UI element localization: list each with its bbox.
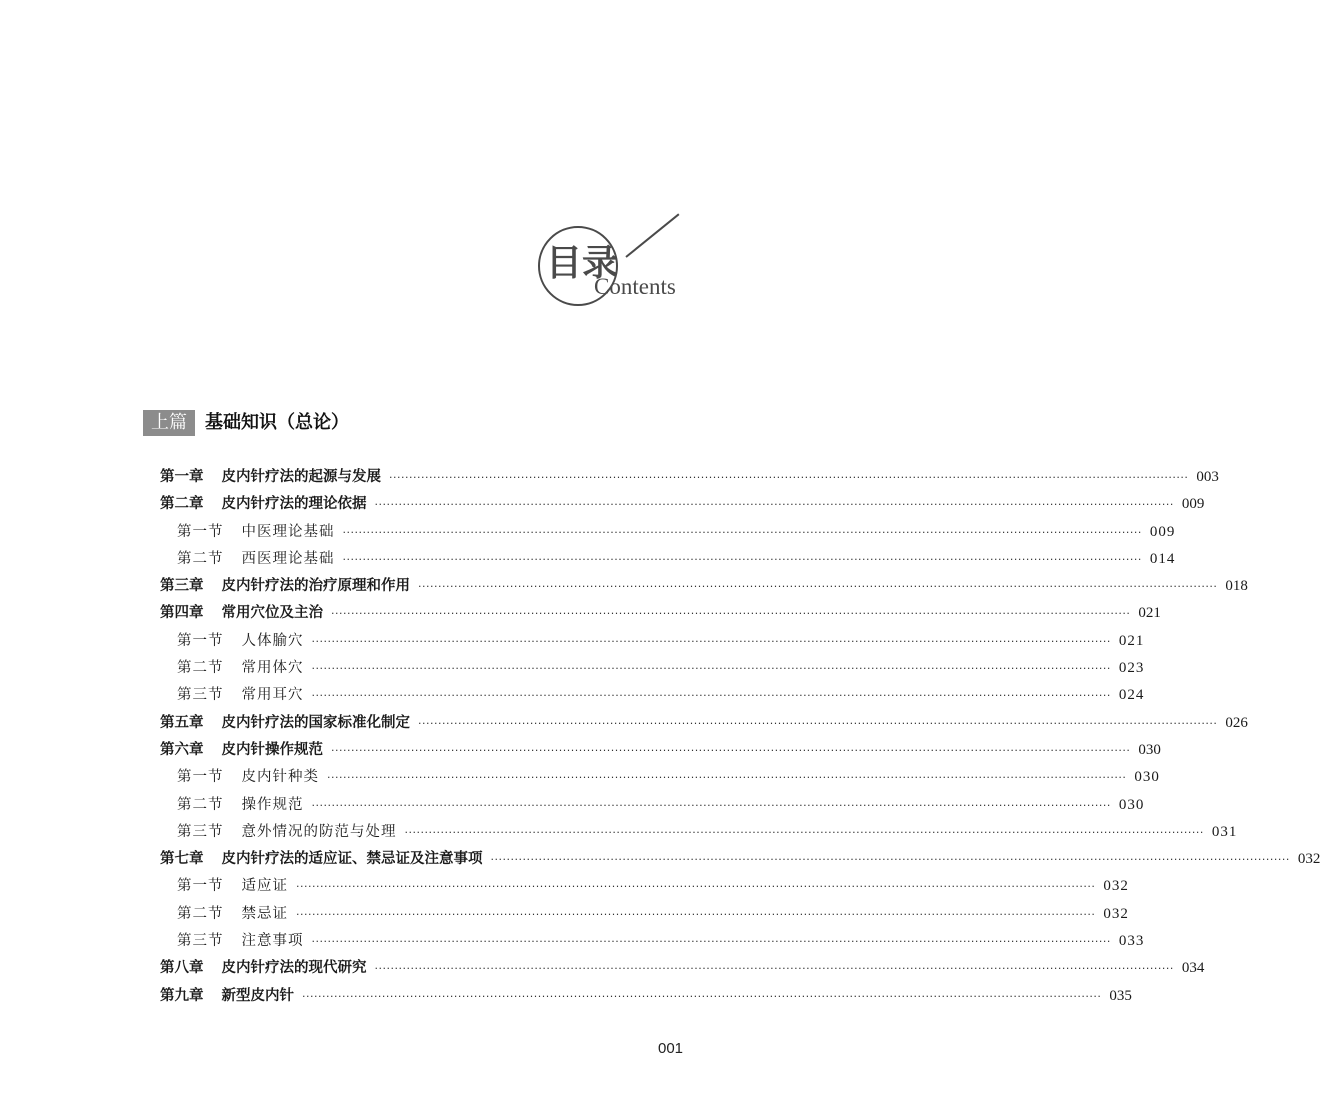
toc-entry-title: 皮内针疗法的起源与发展 (221, 469, 381, 485)
toc-entry-title: 操作规范 (241, 796, 304, 813)
toc-entry-page: 030 (1118, 796, 1145, 813)
dot-leader: ········································································································································································································ (418, 716, 1218, 730)
toc-entry-title: 皮内针疗法的现代研究 (221, 960, 367, 977)
toc-entry-title: 禁忌证 (241, 905, 288, 922)
toc-entry-number: 第一章 (160, 469, 204, 485)
toc-entry-page: 035 (1109, 987, 1132, 1004)
toc-section-entry[interactable] (160, 628, 1145, 655)
toc-chapter-entry[interactable] (160, 600, 1161, 627)
toc-entry-page: 021 (1138, 605, 1161, 622)
part-heading (143, 410, 349, 436)
toc-section-entry[interactable] (160, 655, 1145, 682)
toc-entry-title: 意外情况的防范与处理 (241, 823, 397, 840)
toc-entry-page: 026 (1225, 714, 1248, 731)
dot-leader: ········································································································································································································ (311, 634, 1111, 648)
toc-entry-number: 第六章 (160, 741, 204, 758)
toc-chapter-entry[interactable] (160, 573, 1248, 600)
dot-leader: ········································································································································································································ (296, 907, 1096, 921)
dot-leader: ········································································································································································································ (374, 498, 1174, 512)
dot-leader: ········································································································································································································ (418, 580, 1218, 594)
toc-entry-number: 第二节 (177, 660, 224, 677)
toc-entry-number: 第二章 (160, 496, 204, 513)
toc-chapter-entry[interactable] (160, 737, 1161, 764)
toc-entry-page: 034 (1181, 960, 1205, 977)
toc-entry-page: 009 (1181, 496, 1205, 513)
dot-leader: ········································································································································································································ (331, 607, 1131, 621)
part-title: 基础知识（总论） (205, 412, 349, 433)
dot-leader: ········································································································································································································ (311, 662, 1111, 676)
toc-section-entry[interactable] (160, 546, 1176, 573)
toc-entry-title: 皮内针疗法的理论依据 (221, 496, 367, 513)
logo-slash (625, 213, 679, 257)
toc-entry-number: 第一节 (177, 523, 224, 540)
toc-entry-title: 新型皮内针 (221, 987, 294, 1004)
toc-entry-title: 中医理论基础 (241, 523, 335, 540)
table-of-contents (160, 464, 1320, 1010)
toc-entry-title: 西医理论基础 (241, 550, 335, 567)
toc-section-entry[interactable] (160, 819, 1238, 846)
dot-leader: ········································································································································································································ (374, 962, 1174, 976)
logo-title-en: Contents (594, 274, 676, 299)
toc-entry-title: 皮内针操作规范 (221, 741, 323, 758)
toc-entry-page: 021 (1118, 632, 1145, 649)
toc-chapter-entry[interactable] (160, 710, 1248, 737)
toc-chapter-entry[interactable] (160, 955, 1205, 982)
toc-section-entry[interactable] (160, 873, 1129, 900)
toc-entry-number: 第三节 (177, 933, 224, 950)
toc-section-entry[interactable] (160, 792, 1145, 819)
toc-entry-number: 第二节 (177, 550, 224, 567)
toc-entry-number: 第一节 (177, 769, 224, 786)
part-tag: 上篇 (143, 410, 195, 436)
dot-leader: ········································································································································································································ (327, 771, 1127, 785)
toc-entry-title: 注意事项 (241, 933, 304, 950)
toc-entry-page: 014 (1149, 550, 1176, 567)
toc-entry-title: 皮内针疗法的适应证、禁忌证及注意事项 (221, 851, 483, 868)
logo-title-cn: 目录 (546, 243, 619, 284)
toc-chapter-entry[interactable] (160, 846, 1320, 873)
dot-leader: ········································································································································································································ (342, 552, 1142, 566)
toc-entry-number: 第三章 (160, 578, 204, 595)
dot-leader: ········································································································································································································ (490, 853, 1290, 867)
dot-leader: ········································································································································································································ (342, 525, 1142, 539)
dot-leader: ········································································································································································································ (311, 798, 1111, 812)
toc-entry-page: 033 (1118, 933, 1145, 950)
dot-leader: ········································································································································································································ (311, 689, 1111, 703)
toc-entry-title: 常用穴位及主治 (221, 605, 323, 622)
toc-chapter-entry[interactable] (160, 491, 1205, 518)
toc-entry-page: 030 (1138, 741, 1161, 758)
toc-entry-page: 032 (1297, 851, 1320, 868)
toc-entry-number: 第一节 (177, 632, 224, 649)
toc-entry-title: 皮内针种类 (241, 769, 319, 786)
dot-leader: ········································································································································································································ (302, 989, 1102, 1003)
page-number: 001 (658, 1040, 684, 1057)
toc-entry-number: 第三节 (177, 687, 224, 704)
toc-entry-number: 第二节 (177, 905, 224, 922)
toc-entry-number: 第七章 (160, 851, 204, 868)
dot-leader: ········································································································································································································ (296, 880, 1096, 894)
toc-entry-page: 024 (1118, 687, 1145, 704)
toc-entry-page: 023 (1118, 660, 1145, 677)
toc-entry-title: 常用体穴 (241, 660, 304, 677)
dot-leader: ········································································································································································································ (404, 825, 1204, 839)
toc-entry-number: 第四章 (160, 605, 204, 622)
toc-entry-page: 030 (1134, 769, 1160, 786)
toc-section-entry[interactable] (160, 764, 1160, 791)
toc-entry-page: 031 (1211, 823, 1238, 840)
dot-leader: ········································································································································································································ (331, 743, 1131, 757)
toc-section-entry[interactable] (160, 682, 1145, 709)
toc-chapter-entry[interactable] (160, 464, 1219, 491)
toc-entry-page: 003 (1196, 469, 1219, 485)
toc-entry-page: 009 (1149, 523, 1176, 540)
toc-entry-title: 常用耳穴 (241, 687, 304, 704)
toc-entry-page: 018 (1225, 578, 1248, 595)
toc-section-entry[interactable] (160, 519, 1176, 546)
toc-entry-number: 第三节 (177, 823, 224, 840)
toc-entry-title: 人体腧穴 (241, 632, 304, 649)
dot-leader: ········································································································································································································ (389, 471, 1189, 484)
toc-entry-title: 皮内针疗法的国家标准化制定 (221, 714, 410, 731)
toc-entry-number: 第二节 (177, 796, 224, 813)
dot-leader: ········································································································································································································ (311, 935, 1111, 949)
toc-entry-page: 032 (1103, 905, 1129, 922)
toc-entry-title: 适应证 (241, 878, 288, 895)
toc-entry-number: 第九章 (160, 987, 204, 1004)
toc-chapter-entry[interactable] (160, 983, 1132, 1010)
toc-entry-page: 032 (1103, 878, 1129, 895)
contents-logo (534, 220, 694, 310)
toc-entry-number: 第五章 (160, 714, 204, 731)
toc-section-entry[interactable] (160, 901, 1129, 928)
toc-entry-title: 皮内针疗法的治疗原理和作用 (221, 578, 410, 595)
toc-section-entry[interactable] (160, 928, 1145, 955)
toc-entry-number: 第八章 (160, 960, 204, 977)
toc-entry-number: 第一节 (177, 878, 224, 895)
